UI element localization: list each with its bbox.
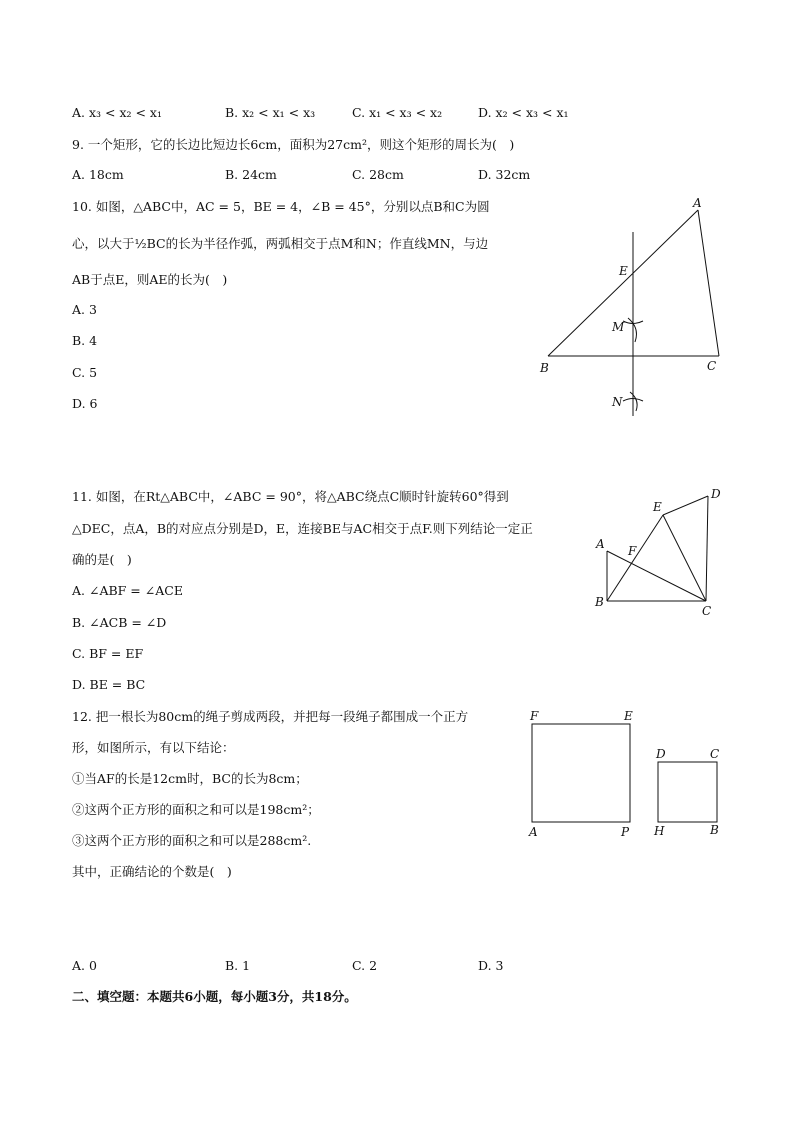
q12-label-b: B (710, 823, 719, 837)
q10-label-c: C (707, 359, 717, 373)
q11-line-2: △DEC，点A，B的对应点分别是D，E，连接BE与AC相交于点F.则下列结论一定正 (72, 521, 533, 536)
q12-conclusion-3: ③这两个正方形的面积之和可以是288cm². (72, 833, 312, 848)
q10-option-b: B. 4 (72, 333, 98, 348)
q12-conclusion-1: ①当AF的长是12cm时，BC的长为8cm； (72, 771, 308, 786)
q12-option-c: C. 2 (352, 958, 378, 973)
q10-label-n: N (612, 395, 623, 409)
q11-line-3: 确的是( ) (72, 552, 132, 567)
q10-label-m: M (612, 320, 625, 334)
q9-option-a: A. 18cm (72, 167, 124, 182)
q10-arc-m2 (628, 318, 636, 342)
q12-line-1: 12. 把一根长为80cm的绳子剪成两段，并把每一段绳子都围成一个正方 (72, 709, 469, 724)
q11-option-b: B. ∠ACB = ∠D (72, 615, 167, 630)
q11-label-a: A (596, 537, 605, 551)
q10-label-a: A (693, 196, 702, 210)
q10-line-1: 10. 如图，△ABC中，AC = 5，BE = 4，∠B = 45°，分别以点B和C为圆 (72, 199, 490, 214)
q11-line-1: 11. 如图，在Rt△ABC中，∠ABC = 90°，将△ABC绕点C顺时针旋转60°得到 (72, 489, 509, 504)
q12-label-c: C (710, 747, 720, 761)
q11-segment-be (607, 515, 663, 601)
q12-option-d: D. 3 (478, 958, 504, 973)
q10-side-ab (548, 210, 698, 356)
q9-stem: 9. 一个矩形，它的长边比短边长6cm，面积为27cm²，则这个矩形的周长为( ) (72, 137, 515, 152)
q12-option-b: B. 1 (225, 958, 251, 973)
q10-option-a: A. 3 (72, 302, 97, 317)
q12-label-d: D (656, 747, 666, 761)
q8-option-b: B. x₂ < x₁ < x₃ (225, 105, 316, 120)
q12-label-h: H (654, 824, 665, 838)
q9-option-d: D. 32cm (478, 167, 531, 182)
q11-side-de (663, 496, 708, 515)
q11-side-ac (607, 551, 706, 601)
q12-label-a: A (529, 825, 538, 839)
q11-label-d: D (711, 487, 721, 501)
q11-label-f: F (628, 544, 637, 558)
q12-small-square (658, 762, 717, 822)
q12-big-square (532, 724, 630, 822)
q11-label-b: B (595, 595, 604, 609)
q10-option-d: D. 6 (72, 396, 98, 411)
q11-option-d: D. BE = BC (72, 677, 146, 692)
q9-option-c: C. 28cm (352, 167, 404, 182)
q10-side-ac (698, 210, 719, 356)
q12-conclusion-2: ②这两个正方形的面积之和可以是198cm²； (72, 802, 320, 817)
q12-line-2: 形，如图所示，有以下结论： (72, 740, 235, 755)
q11-figure (590, 484, 730, 624)
q9-option-b: B. 24cm (225, 167, 277, 182)
q11-side-dc (706, 496, 708, 601)
q8-option-c: C. x₁ < x₃ < x₂ (352, 105, 443, 120)
q12-label-p: P (621, 825, 630, 839)
q10-label-e: E (619, 264, 628, 278)
q11-option-c: C. BF = EF (72, 646, 144, 661)
q10-arc-n2 (630, 392, 637, 411)
q10-line-2: 心，以大于½BC的长为半径作弧，两弧相交于点M和N；作直线MN，与边 (72, 236, 489, 251)
q11-label-e: E (653, 500, 662, 514)
q10-figure (530, 196, 740, 420)
section-2-heading: 二、填空题：本题共6小题，每小题3分，共18分。 (72, 989, 357, 1004)
q11-side-ec (663, 515, 706, 601)
q10-label-b: B (540, 361, 549, 375)
q11-option-a: A. ∠ABF = ∠ACE (72, 583, 183, 598)
q8-option-d: D. x₂ < x₃ < x₁ (478, 105, 569, 120)
q10-option-c: C. 5 (72, 365, 98, 380)
q11-label-c: C (702, 604, 712, 618)
q12-line-3: 其中，正确结论的个数是( ) (72, 864, 232, 879)
q10-line-3: AB于点E，则AE的长为( ) (72, 272, 228, 287)
q12-label-e: E (624, 709, 633, 723)
q12-figure (524, 706, 734, 842)
q12-label-f: F (530, 709, 539, 723)
q12-option-a: A. 0 (72, 958, 97, 973)
q8-option-a: A. x₃ < x₂ < x₁ (72, 105, 162, 120)
